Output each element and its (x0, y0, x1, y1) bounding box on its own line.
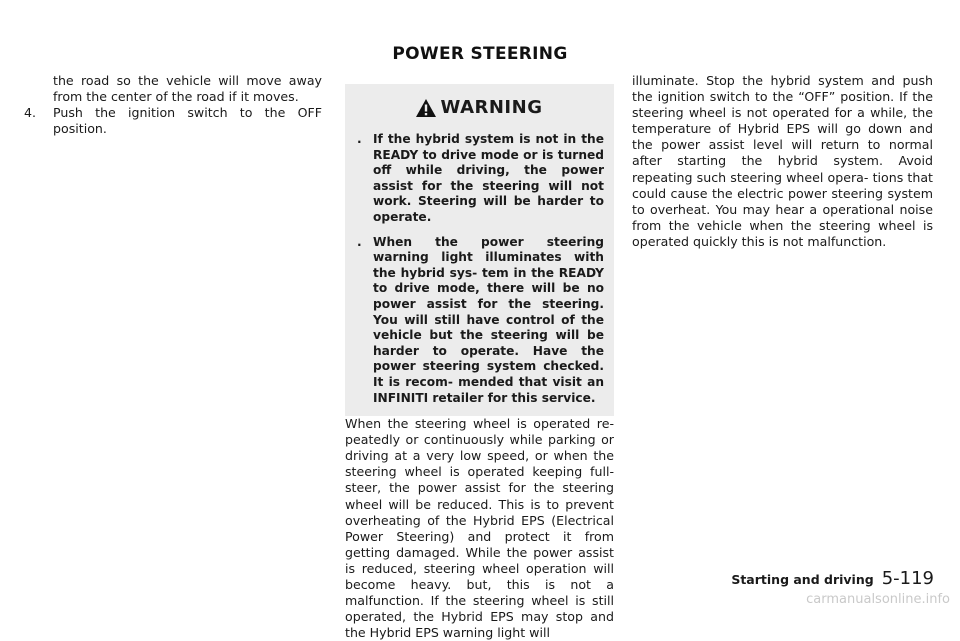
warning-title: WARNING (440, 97, 543, 119)
body-paragraph: illuminate. Stop the hybrid system and push the ignition switch to the “OFF” position. If the steering wheel is not operated for a while, the temperature of Hybrid EPS will go down and the power assist level will return to normal after starting the hybrid system. Avoid repeating such steering wheel opera- tions that could cause the electric power steering system to overheat. You may hear a operational noise from the vehicle when the steering wheel is operated quickly this is not malfunction. (632, 73, 933, 249)
column-middle (345, 84, 614, 641)
body-paragraph: When the steering wheel is operated re- peatedly or continuously while parking or driving at a very low speed, or when the steering wheel is operated keeping full- steer, the power assist for the steering wheel will be reduced. This is to prevent overheating of the Hybrid EPS (Electrical Power Steering) and protect it from getting damaged. While the power assist is reduced, steering wheel operation will become heavy. but, this is not a malfunction. If the steering wheel is still operated, the Hybrid EPS may stop and the Hybrid EPS warning light will (345, 416, 614, 641)
column-right (632, 73, 933, 250)
warning-item (353, 132, 604, 226)
warning-item (353, 235, 604, 407)
page-number: 5-119 (881, 568, 934, 589)
warning-header (353, 94, 604, 122)
chapter-name: Starting and driving (731, 572, 874, 587)
section-title: POWER STEERING (392, 44, 568, 64)
step-text: Push the ignition switch to the OFF position. (53, 105, 322, 137)
watermark: carmanualsonline.info (806, 592, 950, 607)
warning-item-text: If the hybrid system is not in the READY to drive mode or is turned off while driving, the power assist for the steering will not work. Steering will be harder to operate. (373, 132, 604, 224)
page-footer (731, 568, 934, 589)
continued-step-text: the road so the vehicle will move away from the center of the road if it moves. (53, 73, 322, 105)
column-left (24, 73, 322, 137)
bullet: . (357, 132, 362, 146)
bullet: . (357, 234, 362, 249)
warning-box (345, 84, 614, 416)
step-4 (24, 105, 322, 137)
warning-item-text: When the power steering warning light illuminates with the hybrid sys- tem in the READY to drive mode, there will be no power assist for the steering. You will still have control of the vehicle but the steering will be harder to operate. Have the power steering system checked. It is recom- mended that visit an INFINITI retailer for this service. (373, 234, 604, 405)
warning-triangle-icon (415, 98, 437, 118)
step-number: 4. (24, 105, 37, 121)
